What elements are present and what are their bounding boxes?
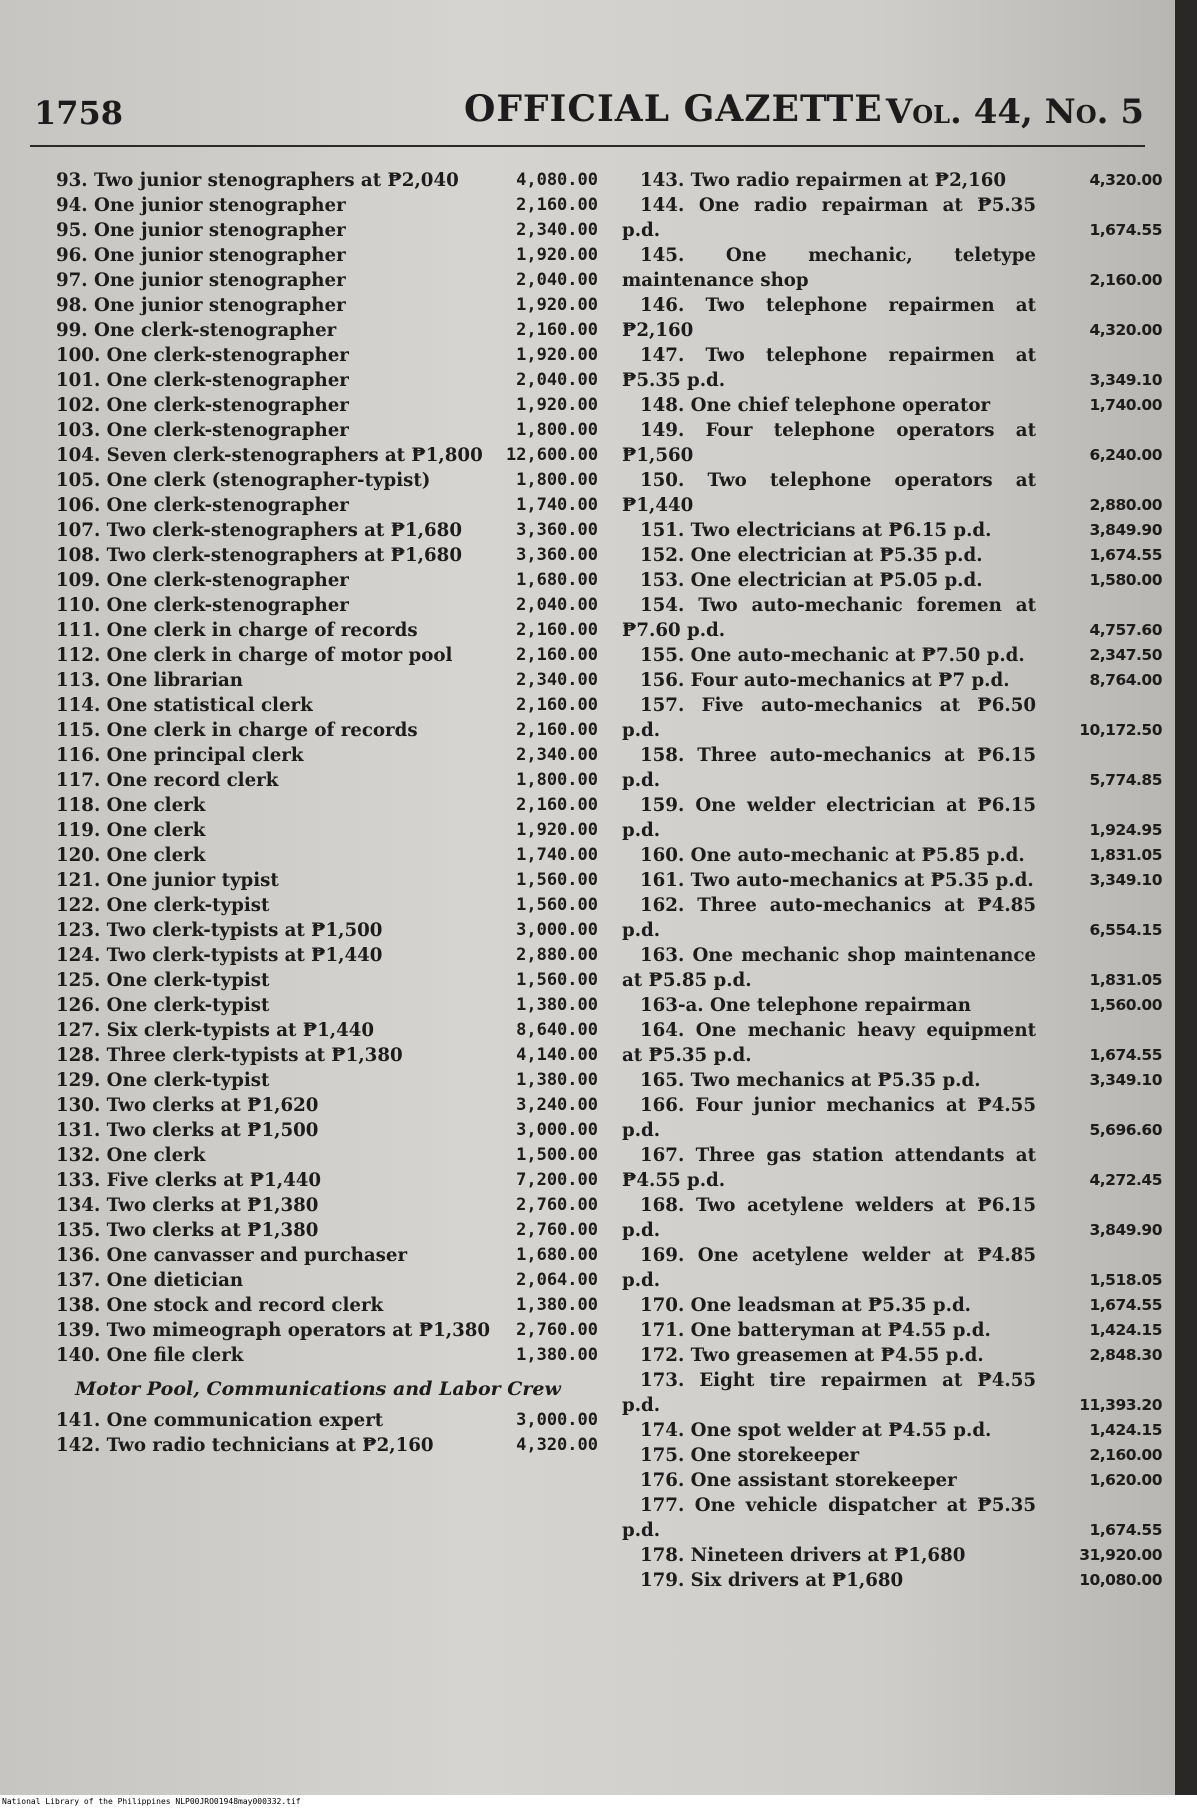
page-edge-shadow	[1175, 0, 1197, 1795]
salary-entry	[622, 1418, 1162, 1443]
entry-description: 112. One clerk in charge of motor pool	[56, 645, 453, 666]
entry-description: 103. One clerk-stenographer	[56, 420, 349, 441]
entry-description: 141. One communication expert	[56, 1410, 384, 1431]
salary-entry	[38, 668, 598, 693]
entry-description: 111. One clerk in charge of records	[56, 620, 418, 641]
entry-amount: 2,880.00	[1089, 496, 1162, 514]
entry-amount: 1,424.15	[1089, 1321, 1162, 1339]
entry-amount: 1,674.55	[1089, 546, 1162, 564]
entry-amount: 1,831.05	[1089, 971, 1162, 989]
entry-amount: 4,140.00	[516, 1045, 598, 1065]
salary-entry	[38, 693, 598, 718]
salary-entry	[38, 418, 598, 443]
header-rule	[30, 145, 1145, 147]
salary-entry	[38, 743, 598, 768]
entry-description: 173. Eight tire repairmen at ₱4.55 p.d.	[622, 1370, 1036, 1416]
entry-description: 94. One junior stenographer	[56, 195, 346, 216]
salary-entry	[38, 243, 598, 268]
entry-amount: 1,920.00	[516, 295, 598, 315]
entry-amount: 1,500.00	[516, 1145, 598, 1165]
publication-title: OFFICIAL GAZETTE	[464, 88, 883, 130]
entry-description: 159. One welder electrician at ₱6.15 p.d.	[622, 795, 1036, 841]
entry-description: 142. Two radio technicians at ₱2,160	[56, 1435, 434, 1456]
salary-entry	[38, 1093, 598, 1118]
entry-description: 140. One file clerk	[56, 1345, 244, 1366]
entry-amount: 8,764.00	[1089, 671, 1162, 689]
salary-entry	[622, 1068, 1162, 1093]
entry-description: 133. Five clerks at ₱1,440	[56, 1170, 322, 1191]
entry-description: 149. Four telephone operators at ₱1,560	[622, 420, 1036, 466]
entry-amount: 2,760.00	[516, 1195, 598, 1215]
salary-entry	[622, 1443, 1162, 1468]
entry-description: 123. Two clerk-typists at ₱1,500	[56, 920, 383, 941]
salary-entry	[38, 1068, 598, 1093]
entry-amount: 1,380.00	[516, 1295, 598, 1315]
entry-amount: 1,674.55	[1089, 1521, 1162, 1539]
salary-entry	[38, 468, 598, 493]
entry-amount: 4,080.00	[516, 170, 598, 190]
salary-entry	[38, 393, 598, 418]
entry-amount: 1,924.95	[1089, 821, 1162, 839]
salary-entry	[38, 1293, 598, 1318]
entry-description: 150. Two telephone operators at ₱1,440	[622, 470, 1036, 516]
entry-amount: 2,040.00	[516, 370, 598, 390]
entry-description: 177. One vehicle dispatcher at ₱5.35 p.d.	[622, 1495, 1036, 1541]
salary-entry	[38, 1433, 598, 1458]
entry-amount: 4,272.45	[1089, 1171, 1162, 1189]
salary-entry	[38, 1268, 598, 1293]
salary-entry	[38, 268, 598, 293]
entry-description: 163. One mechanic shop maintenance at ₱5.85 p.d.	[622, 945, 1036, 991]
salary-entry	[622, 1468, 1162, 1493]
entry-amount: 4,320.00	[516, 1435, 598, 1455]
salary-entry	[622, 1493, 1162, 1543]
entry-amount: 4,320.00	[1089, 171, 1162, 189]
entry-description: 167. Three gas station attendants at ₱4.55 p.d.	[622, 1145, 1036, 1191]
entry-description: 95. One junior stenographer	[56, 220, 346, 241]
entry-amount: 1,518.05	[1089, 1271, 1162, 1289]
entry-amount: 2,160.00	[516, 195, 598, 215]
entry-description: 126. One clerk-typist	[56, 995, 270, 1016]
entry-description: 172. Two greasemen at ₱4.55 p.d.	[640, 1345, 984, 1366]
right-column	[622, 168, 1162, 1593]
salary-entry	[622, 193, 1162, 243]
entry-description: 106. One clerk-stenographer	[56, 495, 349, 516]
entry-amount: 1,800.00	[516, 770, 598, 790]
salary-entry	[622, 1343, 1162, 1368]
entry-description: 125. One clerk-typist	[56, 970, 270, 991]
salary-entry	[38, 193, 598, 218]
salary-entry	[622, 743, 1162, 793]
entry-amount: 3,000.00	[516, 1120, 598, 1140]
entry-description: 148. One chief telephone operator	[640, 395, 991, 416]
salary-entry	[38, 943, 598, 968]
salary-entry	[38, 868, 598, 893]
salary-entry	[622, 468, 1162, 518]
salary-entry	[38, 718, 598, 743]
entry-amount: 1,560.00	[516, 895, 598, 915]
salary-entry	[622, 993, 1162, 1018]
salary-entry	[38, 1118, 598, 1143]
salary-entry	[38, 568, 598, 593]
salary-entry	[38, 318, 598, 343]
entry-amount: 1,380.00	[516, 1345, 598, 1365]
entry-description: 144. One radio repairman at ₱5.35 p.d.	[622, 195, 1036, 241]
entry-description: 110. One clerk-stenographer	[56, 595, 349, 616]
entry-description: 171. One batteryman at ₱4.55 p.d.	[640, 1320, 991, 1341]
entry-description: 127. Six clerk-typists at ₱1,440	[56, 1020, 375, 1041]
salary-entry	[622, 1193, 1162, 1243]
salary-entry	[38, 818, 598, 843]
entry-description: 160. One auto-mechanic at ₱5.85 p.d.	[640, 845, 1025, 866]
salary-entry	[38, 1408, 598, 1433]
entry-amount: 3,360.00	[516, 520, 598, 540]
entry-description: 170. One leadsman at ₱5.35 p.d.	[640, 1295, 972, 1316]
salary-entry	[38, 493, 598, 518]
entry-amount: 3,349.10	[1089, 371, 1162, 389]
entry-amount: 2,340.00	[516, 220, 598, 240]
entry-description: 153. One electrician at ₱5.05 p.d.	[640, 570, 983, 591]
salary-entry	[622, 1143, 1162, 1193]
left-entry-list	[38, 168, 598, 1368]
entry-description: 122. One clerk-typist	[56, 895, 270, 916]
entry-description: 175. One storekeeper	[640, 1445, 860, 1466]
entry-amount: 1,560.00	[516, 970, 598, 990]
entry-description: 118. One clerk	[56, 795, 206, 816]
section-heading: Motor Pool, Communications and Labor Crew	[75, 1378, 561, 1400]
entry-amount: 3,349.10	[1089, 1071, 1162, 1089]
entry-description: 169. One acetylene welder at ₱4.85 p.d.	[622, 1245, 1036, 1291]
entry-description: 161. Two auto-mechanics at ₱5.35 p.d.	[640, 870, 1034, 891]
entry-description: 137. One dietician	[56, 1270, 244, 1291]
entry-amount: 11,393.20	[1079, 1396, 1162, 1414]
salary-entry	[622, 1018, 1162, 1068]
entry-description: 179. Six drivers at ₱1,680	[640, 1570, 904, 1591]
scan-footer-text: National Library of the Philippines NLP00JRO01948may000332.tif	[2, 1797, 301, 1806]
salary-entry	[38, 593, 598, 618]
salary-entry	[38, 1168, 598, 1193]
entry-description: 158. Three auto-mechanics at ₱6.15 p.d.	[622, 745, 1036, 791]
entry-amount: 1,380.00	[516, 995, 598, 1015]
salary-entry	[38, 1343, 598, 1368]
entry-description: 128. Three clerk-typists at ₱1,380	[56, 1045, 403, 1066]
entry-amount: 1,674.55	[1089, 221, 1162, 239]
page-header	[34, 88, 1154, 144]
salary-entry	[38, 343, 598, 368]
entry-amount: 2,160.00	[1089, 271, 1162, 289]
salary-entry	[622, 1093, 1162, 1143]
salary-entry	[622, 893, 1162, 943]
entry-description: 154. Two auto-mechanic foremen at ₱7.60 p.d.	[622, 595, 1036, 641]
entry-description: 93. Two junior stenographers at ₱2,040	[56, 170, 459, 191]
entry-description: 124. Two clerk-typists at ₱1,440	[56, 945, 383, 966]
entry-amount: 1,620.00	[1089, 1471, 1162, 1489]
entry-amount: 4,320.00	[1089, 321, 1162, 339]
entry-amount: 2,848.30	[1089, 1346, 1162, 1364]
salary-entry	[38, 218, 598, 243]
entry-amount: 1,380.00	[516, 1070, 598, 1090]
entry-amount: 2,040.00	[516, 270, 598, 290]
salary-entry	[38, 168, 598, 193]
salary-entry	[38, 1243, 598, 1268]
entry-description: 116. One principal clerk	[56, 745, 304, 766]
entry-description: 114. One statistical clerk	[56, 695, 313, 716]
entry-description: 135. Two clerks at ₱1,380	[56, 1220, 319, 1241]
salary-entry	[38, 893, 598, 918]
entry-amount: 1,740.00	[1089, 396, 1162, 414]
salary-entry	[622, 243, 1162, 293]
entry-amount: 1,674.55	[1089, 1046, 1162, 1064]
salary-entry	[622, 543, 1162, 568]
entry-amount: 1,740.00	[516, 495, 598, 515]
entry-description: 178. Nineteen drivers at ₱1,680	[640, 1545, 966, 1566]
entry-description: 121. One junior typist	[56, 870, 279, 891]
entry-description: 168. Two acetylene welders at ₱6.15 p.d.	[622, 1195, 1036, 1241]
salary-entry	[38, 1143, 598, 1168]
salary-entry	[622, 693, 1162, 743]
salary-entry	[38, 518, 598, 543]
entry-description: 107. Two clerk-stenographers at ₱1,680	[56, 520, 462, 541]
salary-entry	[38, 918, 598, 943]
entry-description: 151. Two electricians at ₱6.15 p.d.	[640, 520, 992, 541]
entry-amount: 1,920.00	[516, 395, 598, 415]
salary-entry	[622, 1368, 1162, 1418]
right-entry-list	[622, 168, 1162, 1593]
entry-amount: 2,340.00	[516, 670, 598, 690]
entry-description: 134. Two clerks at ₱1,380	[56, 1195, 319, 1216]
entry-description: 101. One clerk-stenographer	[56, 370, 349, 391]
entry-description: 129. One clerk-typist	[56, 1070, 270, 1091]
entry-amount: 12,600.00	[506, 445, 599, 465]
entry-description: 165. Two mechanics at ₱5.35 p.d.	[640, 1070, 981, 1091]
entry-amount: 2,880.00	[516, 945, 598, 965]
entry-description: 147. Two telephone repairmen at ₱5.35 p.d.	[622, 345, 1036, 391]
entry-amount: 3,849.90	[1089, 1221, 1162, 1239]
entry-amount: 2,347.50	[1089, 646, 1162, 664]
salary-entry	[622, 393, 1162, 418]
entry-description: 176. One assistant storekeeper	[640, 1470, 957, 1491]
salary-entry	[622, 868, 1162, 893]
salary-entry	[38, 843, 598, 868]
salary-entry	[622, 168, 1162, 193]
entry-amount: 2,040.00	[516, 595, 598, 615]
salary-entry	[622, 1318, 1162, 1343]
entry-description: 105. One clerk (stenographer-typist)	[56, 470, 431, 491]
entry-amount: 3,240.00	[516, 1095, 598, 1115]
entry-description: 130. Two clerks at ₱1,620	[56, 1095, 319, 1116]
page-number: 1758	[34, 94, 124, 132]
entry-description: 136. One canvasser and purchaser	[56, 1245, 408, 1266]
entry-amount: 2,760.00	[516, 1220, 598, 1240]
entry-amount: 1,831.05	[1089, 846, 1162, 864]
salary-entry	[38, 1043, 598, 1068]
entry-amount: 2,760.00	[516, 1320, 598, 1340]
entry-amount: 31,920.00	[1079, 1546, 1162, 1564]
entry-description: 99. One clerk-stenographer	[56, 320, 337, 341]
entry-description: 146. Two telephone repairmen at ₱2,160	[622, 295, 1036, 341]
entry-amount: 1,580.00	[1089, 571, 1162, 589]
entry-amount: 2,340.00	[516, 745, 598, 765]
entry-description: 100. One clerk-stenographer	[56, 345, 349, 366]
entry-amount: 7,200.00	[516, 1170, 598, 1190]
entry-amount: 1,920.00	[516, 345, 598, 365]
entry-description: 119. One clerk	[56, 820, 206, 841]
entry-description: 139. Two mimeograph operators at ₱1,380	[56, 1320, 491, 1341]
salary-entry	[622, 293, 1162, 343]
entry-amount: 1,560.00	[1089, 996, 1162, 1014]
entry-amount: 1,424.15	[1089, 1421, 1162, 1439]
salary-entry	[38, 1193, 598, 1218]
salary-entry	[38, 293, 598, 318]
entry-description: 174. One spot welder at ₱4.55 p.d.	[640, 1420, 992, 1441]
entry-amount: 6,554.15	[1089, 921, 1162, 939]
salary-entry	[622, 518, 1162, 543]
entry-description: 155. One auto-mechanic at ₱7.50 p.d.	[640, 645, 1025, 666]
entry-amount: 3,849.90	[1089, 521, 1162, 539]
salary-entry	[622, 343, 1162, 393]
entry-description: 143. Two radio repairmen at ₱2,160	[640, 170, 1007, 191]
salary-entry	[622, 1543, 1162, 1568]
entry-amount: 1,920.00	[516, 820, 598, 840]
entry-amount: 6,240.00	[1089, 446, 1162, 464]
entry-amount: 2,160.00	[516, 720, 598, 740]
entry-amount: 3,000.00	[516, 1410, 598, 1430]
entry-amount: 2,160.00	[516, 695, 598, 715]
salary-entry	[38, 1218, 598, 1243]
entry-amount: 3,000.00	[516, 920, 598, 940]
entry-description: 108. Two clerk-stenographers at ₱1,680	[56, 545, 462, 566]
salary-entry	[622, 1293, 1162, 1318]
salary-entry	[38, 768, 598, 793]
salary-entry	[622, 593, 1162, 643]
entry-amount: 1,674.55	[1089, 1296, 1162, 1314]
salary-entry	[622, 793, 1162, 843]
salary-entry	[622, 418, 1162, 468]
entry-amount: 10,080.00	[1079, 1571, 1162, 1589]
entry-description: 98. One junior stenographer	[56, 295, 346, 316]
entry-amount: 1,560.00	[516, 870, 598, 890]
salary-entry	[622, 943, 1162, 993]
entry-description: 162. Three auto-mechanics at ₱4.85 p.d.	[622, 895, 1036, 941]
salary-entry	[38, 793, 598, 818]
entry-amount: 1,680.00	[516, 1245, 598, 1265]
salary-entry	[622, 643, 1162, 668]
entry-amount: 5,696.60	[1089, 1121, 1162, 1139]
left-entry-list-after	[38, 1408, 598, 1458]
entry-description: 132. One clerk	[56, 1145, 206, 1166]
entry-description: 102. One clerk-stenographer	[56, 395, 349, 416]
entry-amount: 1,920.00	[516, 245, 598, 265]
entry-description: 145. One mechanic, teletype maintenance shop	[622, 245, 1036, 291]
salary-entry	[38, 543, 598, 568]
entry-amount: 2,064.00	[516, 1270, 598, 1290]
entry-description: 166. Four junior mechanics at ₱4.55 p.d.	[622, 1095, 1036, 1141]
entry-description: 104. Seven clerk-stenographers at ₱1,800	[56, 445, 483, 466]
salary-entry	[38, 643, 598, 668]
entry-description: 109. One clerk-stenographer	[56, 570, 349, 591]
entry-amount: 2,160.00	[516, 320, 598, 340]
entry-amount: 3,349.10	[1089, 871, 1162, 889]
salary-entry	[622, 668, 1162, 693]
entry-description: 152. One electrician at ₱5.35 p.d.	[640, 545, 983, 566]
entry-description: 157. Five auto-mechanics at ₱6.50 p.d.	[622, 695, 1036, 741]
entry-amount: 5,774.85	[1089, 771, 1162, 789]
entry-description: 113. One librarian	[56, 670, 243, 691]
entry-description: 117. One record clerk	[56, 770, 279, 791]
salary-entry	[38, 968, 598, 993]
entry-description: 120. One clerk	[56, 845, 206, 866]
entry-description: 131. Two clerks at ₱1,500	[56, 1120, 319, 1141]
entry-amount: 2,160.00	[1089, 1446, 1162, 1464]
entry-amount: 2,160.00	[516, 795, 598, 815]
salary-entry	[38, 993, 598, 1018]
entry-description: 163-a. One telephone repairman	[640, 995, 971, 1016]
entry-amount: 2,160.00	[516, 645, 598, 665]
salary-entry	[38, 368, 598, 393]
salary-entry	[622, 1568, 1162, 1593]
salary-entry	[622, 843, 1162, 868]
entry-amount: 1,740.00	[516, 845, 598, 865]
left-column	[38, 168, 598, 1458]
salary-entry	[38, 443, 598, 468]
entry-amount: 1,800.00	[516, 470, 598, 490]
entry-amount: 1,680.00	[516, 570, 598, 590]
entry-amount: 10,172.50	[1079, 721, 1162, 739]
scan-footer	[0, 1795, 1197, 1808]
entry-amount: 2,160.00	[516, 620, 598, 640]
salary-entry	[38, 1018, 598, 1043]
entry-description: 115. One clerk in charge of records	[56, 720, 418, 741]
entry-description: 97. One junior stenographer	[56, 270, 346, 291]
entry-amount: 1,800.00	[516, 420, 598, 440]
entry-description: 138. One stock and record clerk	[56, 1295, 384, 1316]
salary-entry	[38, 618, 598, 643]
entry-description: 96. One junior stenographer	[56, 245, 346, 266]
entry-amount: 3,360.00	[516, 545, 598, 565]
entry-description: 164. One mechanic heavy equipment at ₱5.35 p.d.	[622, 1020, 1036, 1066]
entry-amount: 4,757.60	[1089, 621, 1162, 639]
entry-description: 156. Four auto-mechanics at ₱7 p.d.	[640, 670, 1010, 691]
salary-entry	[38, 1318, 598, 1343]
salary-entry	[622, 1243, 1162, 1293]
salary-entry	[622, 568, 1162, 593]
volume-number: Vol. 44, No. 5	[885, 92, 1144, 132]
entry-amount: 8,640.00	[516, 1020, 598, 1040]
